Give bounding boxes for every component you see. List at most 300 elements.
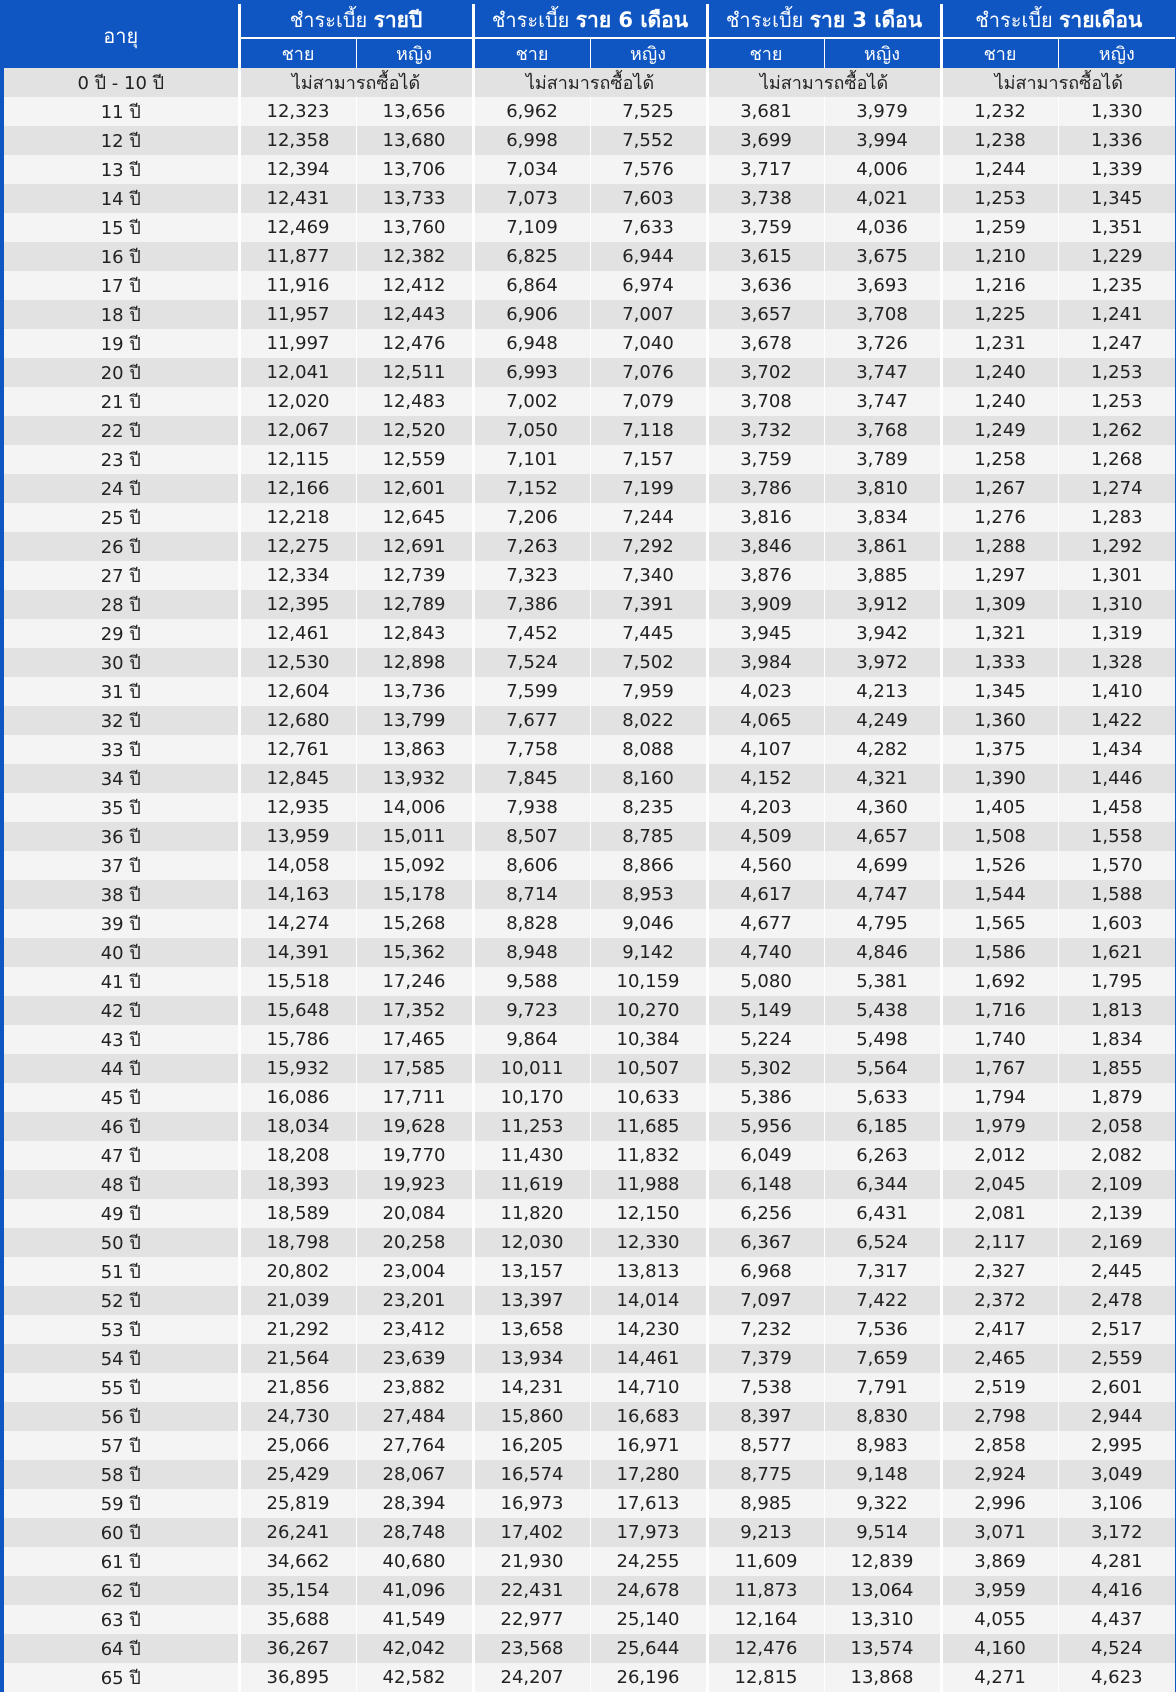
semiannual-female-cell: 10,270 — [590, 996, 707, 1025]
group-header-quarterly — [707, 4, 941, 38]
semiannual-female-cell: 10,384 — [590, 1025, 707, 1054]
quarterly-male-cell: 7,097 — [707, 1286, 824, 1315]
table-row — [4, 1518, 1175, 1547]
table-row — [4, 387, 1175, 416]
table-row — [4, 648, 1175, 677]
table-row — [4, 300, 1175, 329]
group-header-monthly — [941, 4, 1175, 38]
table-row — [4, 1547, 1175, 1576]
semiannual-male-cell: 9,588 — [473, 967, 590, 996]
quarterly-female-cell: 8,983 — [824, 1431, 941, 1460]
annual-male-cell: 21,564 — [239, 1344, 356, 1373]
monthly-female-cell: 2,109 — [1058, 1170, 1175, 1199]
monthly-female-cell: 1,229 — [1058, 242, 1175, 271]
age-cell: 17 ปี — [4, 271, 239, 300]
age-cell: 38 ปี — [4, 880, 239, 909]
quarterly-male-cell: 5,956 — [707, 1112, 824, 1141]
table-row — [4, 1663, 1175, 1692]
annual-female-cell: 12,739 — [356, 561, 473, 590]
monthly-female-cell: 3,049 — [1058, 1460, 1175, 1489]
age-cell: 13 ปี — [4, 155, 239, 184]
annual-male-cell: 12,761 — [239, 735, 356, 764]
monthly-female-cell: 1,253 — [1058, 387, 1175, 416]
semiannual-female-cell: 8,953 — [590, 880, 707, 909]
table-row — [4, 561, 1175, 590]
semiannual-female-cell: 14,710 — [590, 1373, 707, 1402]
annual-male-cell: 11,997 — [239, 329, 356, 358]
quarterly-female-cell: 3,768 — [824, 416, 941, 445]
semiannual-female-cell: 7,157 — [590, 445, 707, 474]
age-cell: 15 ปี — [4, 213, 239, 242]
semiannual-male-cell: 13,397 — [473, 1286, 590, 1315]
monthly-male-cell: 3,869 — [941, 1547, 1058, 1576]
annual-male-cell: 12,218 — [239, 503, 356, 532]
age-cell: 51 ปี — [4, 1257, 239, 1286]
semiannual-male-cell: 6,962 — [473, 97, 590, 126]
semiannual-male-cell: 24,207 — [473, 1663, 590, 1692]
annual-male-cell: 14,163 — [239, 880, 356, 909]
age-cell: 63 ปี — [4, 1605, 239, 1634]
annual-female-cell: 13,932 — [356, 764, 473, 793]
quarterly-female-cell: 5,498 — [824, 1025, 941, 1054]
semiannual-male-cell: 13,157 — [473, 1257, 590, 1286]
annual-female-cell: 23,004 — [356, 1257, 473, 1286]
monthly-female-cell: 1,301 — [1058, 561, 1175, 590]
quarterly-female-cell: 3,861 — [824, 532, 941, 561]
quarterly-female-cell: 4,747 — [824, 880, 941, 909]
annual-male-cell: 11,916 — [239, 271, 356, 300]
semiannual-female-cell: 14,461 — [590, 1344, 707, 1373]
quarterly-male-cell: 8,397 — [707, 1402, 824, 1431]
monthly-female-cell: 4,437 — [1058, 1605, 1175, 1634]
annual-female-cell: 40,680 — [356, 1547, 473, 1576]
semiannual-female-cell: 7,244 — [590, 503, 707, 532]
male-header: ชาย — [239, 38, 356, 68]
monthly-male-cell: 1,267 — [941, 474, 1058, 503]
quarterly-female-cell: 3,994 — [824, 126, 941, 155]
monthly-male-cell: 1,210 — [941, 242, 1058, 271]
quarterly-male-cell: 6,367 — [707, 1228, 824, 1257]
quarterly-female-cell: 5,564 — [824, 1054, 941, 1083]
quarterly-male-cell: 3,759 — [707, 213, 824, 242]
annual-male-cell: 24,730 — [239, 1402, 356, 1431]
monthly-male-cell: 1,360 — [941, 706, 1058, 735]
annual-male-cell: 14,391 — [239, 938, 356, 967]
table-row — [4, 1576, 1175, 1605]
table-row — [4, 1431, 1175, 1460]
annual-female-cell: 12,476 — [356, 329, 473, 358]
table-row — [4, 1315, 1175, 1344]
semiannual-female-cell: 7,552 — [590, 126, 707, 155]
monthly-female-cell: 1,345 — [1058, 184, 1175, 213]
semiannual-male-cell: 7,677 — [473, 706, 590, 735]
semiannual-female-cell: 8,160 — [590, 764, 707, 793]
table-row — [4, 880, 1175, 909]
semiannual-male-cell: 16,205 — [473, 1431, 590, 1460]
table-row — [4, 271, 1175, 300]
annual-female-cell: 12,443 — [356, 300, 473, 329]
monthly-male-cell: 1,345 — [941, 677, 1058, 706]
group-period: ราย 6 เดือน — [575, 8, 689, 32]
monthly-female-cell: 1,588 — [1058, 880, 1175, 909]
semiannual-female-cell: 17,280 — [590, 1460, 707, 1489]
quarterly-female-cell: 6,263 — [824, 1141, 941, 1170]
annual-female-cell: 12,511 — [356, 358, 473, 387]
monthly-female-cell: 1,422 — [1058, 706, 1175, 735]
table-row — [4, 1402, 1175, 1431]
annual-female-cell: 12,559 — [356, 445, 473, 474]
semiannual-female-cell: 12,150 — [590, 1199, 707, 1228]
age-cell: 24 ปี — [4, 474, 239, 503]
annual-male-cell: 18,208 — [239, 1141, 356, 1170]
group-period: ราย 3 เดือน — [809, 8, 923, 32]
monthly-female-cell: 1,434 — [1058, 735, 1175, 764]
semiannual-female-cell: 7,079 — [590, 387, 707, 416]
semiannual-female-cell: 7,118 — [590, 416, 707, 445]
monthly-female-cell: 1,283 — [1058, 503, 1175, 532]
age-cell: 34 ปี — [4, 764, 239, 793]
annual-female-cell: 13,706 — [356, 155, 473, 184]
quarterly-male-cell: 3,708 — [707, 387, 824, 416]
quarterly-female-cell: 3,747 — [824, 387, 941, 416]
table-row — [4, 706, 1175, 735]
group-prefix: ชำระเบี้ย — [289, 8, 368, 32]
semiannual-female-cell: 11,832 — [590, 1141, 707, 1170]
semiannual-male-cell: 7,599 — [473, 677, 590, 706]
age-cell: 33 ปี — [4, 735, 239, 764]
quarterly-female-cell: 13,574 — [824, 1634, 941, 1663]
annual-male-cell: 21,856 — [239, 1373, 356, 1402]
quarterly-female-cell: 9,322 — [824, 1489, 941, 1518]
semiannual-female-cell: 16,971 — [590, 1431, 707, 1460]
monthly-female-cell: 2,139 — [1058, 1199, 1175, 1228]
monthly-female-cell: 2,517 — [1058, 1315, 1175, 1344]
monthly-male-cell: 3,959 — [941, 1576, 1058, 1605]
age-cell: 36 ปี — [4, 822, 239, 851]
monthly-male-cell: 3,071 — [941, 1518, 1058, 1547]
age-cell: 28 ปี — [4, 590, 239, 619]
age-cell: 22 ปี — [4, 416, 239, 445]
annual-female-cell: 13,799 — [356, 706, 473, 735]
table-row — [4, 1112, 1175, 1141]
table-row — [4, 851, 1175, 880]
annual-male-cell: 12,334 — [239, 561, 356, 590]
monthly-male-cell: 1,526 — [941, 851, 1058, 880]
table-row — [4, 967, 1175, 996]
age-cell: 35 ปี — [4, 793, 239, 822]
quarterly-male-cell: 12,815 — [707, 1663, 824, 1692]
group-prefix: ชำระเบี้ย — [491, 8, 570, 32]
annual-male-cell: 12,469 — [239, 213, 356, 242]
table-row — [4, 1199, 1175, 1228]
age-cell: 57 ปี — [4, 1431, 239, 1460]
monthly-female-cell: 2,995 — [1058, 1431, 1175, 1460]
quarterly-female-cell: 3,708 — [824, 300, 941, 329]
annual-male-cell: 35,154 — [239, 1576, 356, 1605]
semiannual-female-cell: 7,007 — [590, 300, 707, 329]
annual-female-cell: 15,362 — [356, 938, 473, 967]
quarterly-male-cell: 5,302 — [707, 1054, 824, 1083]
semiannual-female-cell: 7,525 — [590, 97, 707, 126]
quarterly-female-cell: 8,830 — [824, 1402, 941, 1431]
annual-male-cell: 12,041 — [239, 358, 356, 387]
semiannual-male-cell: 22,977 — [473, 1605, 590, 1634]
semiannual-female-cell: 7,603 — [590, 184, 707, 213]
annual-female-cell: 13,656 — [356, 97, 473, 126]
age-cell: 56 ปี — [4, 1402, 239, 1431]
semiannual-female-cell: 7,576 — [590, 155, 707, 184]
monthly-male-cell: 1,225 — [941, 300, 1058, 329]
annual-male-cell: 12,935 — [239, 793, 356, 822]
monthly-female-cell: 1,328 — [1058, 648, 1175, 677]
quarterly-female-cell: 7,422 — [824, 1286, 941, 1315]
annual-male-cell: 21,039 — [239, 1286, 356, 1315]
age-cell: 65 ปี — [4, 1663, 239, 1692]
quarterly-female-cell: 3,885 — [824, 561, 941, 590]
quarterly-female-cell: 7,536 — [824, 1315, 941, 1344]
quarterly-female-cell: 13,868 — [824, 1663, 941, 1692]
semiannual-male-cell: 8,948 — [473, 938, 590, 967]
age-cell: 39 ปี — [4, 909, 239, 938]
age-cell: 21 ปี — [4, 387, 239, 416]
quarterly-male-cell: 3,657 — [707, 300, 824, 329]
age-cell: 44 ปี — [4, 1054, 239, 1083]
annual-male-cell: 12,680 — [239, 706, 356, 735]
quarterly-male-cell: 3,759 — [707, 445, 824, 474]
monthly-female-cell: 4,416 — [1058, 1576, 1175, 1605]
quarterly-male-cell: 3,636 — [707, 271, 824, 300]
quarterly-male-cell: 3,816 — [707, 503, 824, 532]
semiannual-female-cell: 7,959 — [590, 677, 707, 706]
semiannual-female-cell: 14,230 — [590, 1315, 707, 1344]
quarterly-male-cell: 4,677 — [707, 909, 824, 938]
annual-male-cell: 18,589 — [239, 1199, 356, 1228]
table-row — [4, 1373, 1175, 1402]
quarterly-female-cell: 3,979 — [824, 97, 941, 126]
semiannual-male-cell: 7,034 — [473, 155, 590, 184]
monthly-female-cell: 1,879 — [1058, 1083, 1175, 1112]
quarterly-female-cell: 9,514 — [824, 1518, 941, 1547]
age-cell: 48 ปี — [4, 1170, 239, 1199]
quarterly-female-cell: 9,148 — [824, 1460, 941, 1489]
premium-table-frame — [4, 4, 1172, 1689]
monthly-male-cell: 1,767 — [941, 1054, 1058, 1083]
age-cell: 20 ปี — [4, 358, 239, 387]
table-row — [4, 1605, 1175, 1634]
table-row — [4, 213, 1175, 242]
male-header: ชาย — [707, 38, 824, 68]
table-row — [4, 1460, 1175, 1489]
quarterly-male-cell: 4,107 — [707, 735, 824, 764]
quarterly-female-cell: 3,675 — [824, 242, 941, 271]
annual-male-cell: 12,395 — [239, 590, 356, 619]
annual-female-cell: 23,882 — [356, 1373, 473, 1402]
annual-male-cell: 12,275 — [239, 532, 356, 561]
table-row — [4, 184, 1175, 213]
monthly-male-cell: 1,565 — [941, 909, 1058, 938]
age-cell: 16 ปี — [4, 242, 239, 271]
monthly-male-cell: 1,259 — [941, 213, 1058, 242]
semiannual-male-cell: 7,452 — [473, 619, 590, 648]
quarterly-female-cell: 3,834 — [824, 503, 941, 532]
quarterly-female-cell: 4,006 — [824, 155, 941, 184]
table-row-not-available — [4, 68, 1175, 97]
monthly-female-cell: 1,339 — [1058, 155, 1175, 184]
table-body — [4, 68, 1175, 1692]
monthly-male-cell: 4,160 — [941, 1634, 1058, 1663]
quarterly-male-cell: 12,476 — [707, 1634, 824, 1663]
monthly-male-cell: 2,117 — [941, 1228, 1058, 1257]
age-cell: 27 ปี — [4, 561, 239, 590]
age-cell: 49 ปี — [4, 1199, 239, 1228]
semiannual-female-cell: 17,613 — [590, 1489, 707, 1518]
age-cell: 52 ปี — [4, 1286, 239, 1315]
annual-male-cell: 12,115 — [239, 445, 356, 474]
age-cell: 46 ปี — [4, 1112, 239, 1141]
quarterly-male-cell: 3,699 — [707, 126, 824, 155]
annual-male-cell: 35,688 — [239, 1605, 356, 1634]
table-row — [4, 1170, 1175, 1199]
quarterly-female-cell: 3,747 — [824, 358, 941, 387]
monthly-male-cell: 1,692 — [941, 967, 1058, 996]
semiannual-female-cell: 7,040 — [590, 329, 707, 358]
semiannual-female-cell: 12,330 — [590, 1228, 707, 1257]
monthly-female-cell: 1,319 — [1058, 619, 1175, 648]
annual-male-cell: 14,058 — [239, 851, 356, 880]
annual-female-cell: 12,601 — [356, 474, 473, 503]
annual-female-cell: 17,352 — [356, 996, 473, 1025]
annual-female-cell: 15,268 — [356, 909, 473, 938]
annual-female-cell: 15,178 — [356, 880, 473, 909]
not-available-cell: ไม่สามารถซื้อได้ — [473, 68, 707, 97]
quarterly-male-cell: 5,386 — [707, 1083, 824, 1112]
semiannual-female-cell: 9,142 — [590, 938, 707, 967]
annual-female-cell: 12,691 — [356, 532, 473, 561]
quarterly-male-cell: 4,152 — [707, 764, 824, 793]
table-row — [4, 1257, 1175, 1286]
annual-male-cell: 18,034 — [239, 1112, 356, 1141]
annual-male-cell: 18,798 — [239, 1228, 356, 1257]
semiannual-female-cell: 9,046 — [590, 909, 707, 938]
annual-female-cell: 19,770 — [356, 1141, 473, 1170]
semiannual-male-cell: 7,845 — [473, 764, 590, 793]
monthly-male-cell: 2,465 — [941, 1344, 1058, 1373]
annual-female-cell: 13,736 — [356, 677, 473, 706]
semiannual-male-cell: 6,864 — [473, 271, 590, 300]
age-cell: 37 ปี — [4, 851, 239, 880]
quarterly-male-cell: 5,149 — [707, 996, 824, 1025]
semiannual-male-cell: 13,658 — [473, 1315, 590, 1344]
semiannual-male-cell: 22,431 — [473, 1576, 590, 1605]
table-row — [4, 416, 1175, 445]
semiannual-male-cell: 17,402 — [473, 1518, 590, 1547]
monthly-female-cell: 2,445 — [1058, 1257, 1175, 1286]
age-cell: 59 ปี — [4, 1489, 239, 1518]
annual-male-cell: 36,895 — [239, 1663, 356, 1692]
quarterly-female-cell: 5,381 — [824, 967, 941, 996]
semiannual-male-cell: 8,714 — [473, 880, 590, 909]
female-header: หญิง — [824, 38, 941, 68]
semiannual-male-cell: 9,864 — [473, 1025, 590, 1054]
quarterly-female-cell: 5,633 — [824, 1083, 941, 1112]
annual-female-cell: 19,628 — [356, 1112, 473, 1141]
monthly-female-cell: 1,336 — [1058, 126, 1175, 155]
annual-female-cell: 41,549 — [356, 1605, 473, 1634]
semiannual-male-cell: 16,574 — [473, 1460, 590, 1489]
quarterly-female-cell: 3,972 — [824, 648, 941, 677]
annual-male-cell: 15,648 — [239, 996, 356, 1025]
table-row — [4, 358, 1175, 387]
quarterly-male-cell: 4,617 — [707, 880, 824, 909]
annual-female-cell: 17,246 — [356, 967, 473, 996]
annual-female-cell: 17,465 — [356, 1025, 473, 1054]
annual-male-cell: 14,274 — [239, 909, 356, 938]
semiannual-female-cell: 14,014 — [590, 1286, 707, 1315]
monthly-male-cell: 1,240 — [941, 358, 1058, 387]
age-cell: 18 ปี — [4, 300, 239, 329]
monthly-male-cell: 1,244 — [941, 155, 1058, 184]
semiannual-male-cell: 8,828 — [473, 909, 590, 938]
annual-male-cell: 12,067 — [239, 416, 356, 445]
annual-male-cell: 12,020 — [239, 387, 356, 416]
age-cell: 25 ปี — [4, 503, 239, 532]
monthly-female-cell: 1,458 — [1058, 793, 1175, 822]
quarterly-male-cell: 6,968 — [707, 1257, 824, 1286]
monthly-male-cell: 1,288 — [941, 532, 1058, 561]
monthly-female-cell: 3,106 — [1058, 1489, 1175, 1518]
quarterly-female-cell: 3,789 — [824, 445, 941, 474]
semiannual-female-cell: 8,785 — [590, 822, 707, 851]
annual-male-cell: 12,166 — [239, 474, 356, 503]
annual-female-cell: 12,843 — [356, 619, 473, 648]
monthly-female-cell: 1,253 — [1058, 358, 1175, 387]
age-cell: 60 ปี — [4, 1518, 239, 1547]
male-header: ชาย — [473, 38, 590, 68]
annual-female-cell: 23,639 — [356, 1344, 473, 1373]
monthly-female-cell: 1,292 — [1058, 532, 1175, 561]
monthly-female-cell: 1,268 — [1058, 445, 1175, 474]
annual-male-cell: 11,877 — [239, 242, 356, 271]
table-row — [4, 677, 1175, 706]
age-cell: 55 ปี — [4, 1373, 239, 1402]
monthly-male-cell: 2,012 — [941, 1141, 1058, 1170]
annual-male-cell: 12,323 — [239, 97, 356, 126]
table-row — [4, 503, 1175, 532]
semiannual-female-cell: 11,685 — [590, 1112, 707, 1141]
male-header: ชาย — [941, 38, 1058, 68]
monthly-female-cell: 2,058 — [1058, 1112, 1175, 1141]
monthly-male-cell: 2,327 — [941, 1257, 1058, 1286]
annual-female-cell: 27,484 — [356, 1402, 473, 1431]
monthly-male-cell: 1,232 — [941, 97, 1058, 126]
annual-female-cell: 12,483 — [356, 387, 473, 416]
annual-female-cell: 13,680 — [356, 126, 473, 155]
semiannual-male-cell: 23,568 — [473, 1634, 590, 1663]
semiannual-female-cell: 8,088 — [590, 735, 707, 764]
annual-female-cell: 12,645 — [356, 503, 473, 532]
semiannual-female-cell: 17,973 — [590, 1518, 707, 1547]
semiannual-female-cell: 7,445 — [590, 619, 707, 648]
semiannual-male-cell: 13,934 — [473, 1344, 590, 1373]
quarterly-male-cell: 5,080 — [707, 967, 824, 996]
group-period: รายปี — [373, 8, 423, 32]
quarterly-female-cell: 4,846 — [824, 938, 941, 967]
quarterly-female-cell: 4,021 — [824, 184, 941, 213]
quarterly-female-cell: 3,726 — [824, 329, 941, 358]
table-header — [4, 4, 1175, 68]
age-cell: 58 ปี — [4, 1460, 239, 1489]
table-row — [4, 1025, 1175, 1054]
